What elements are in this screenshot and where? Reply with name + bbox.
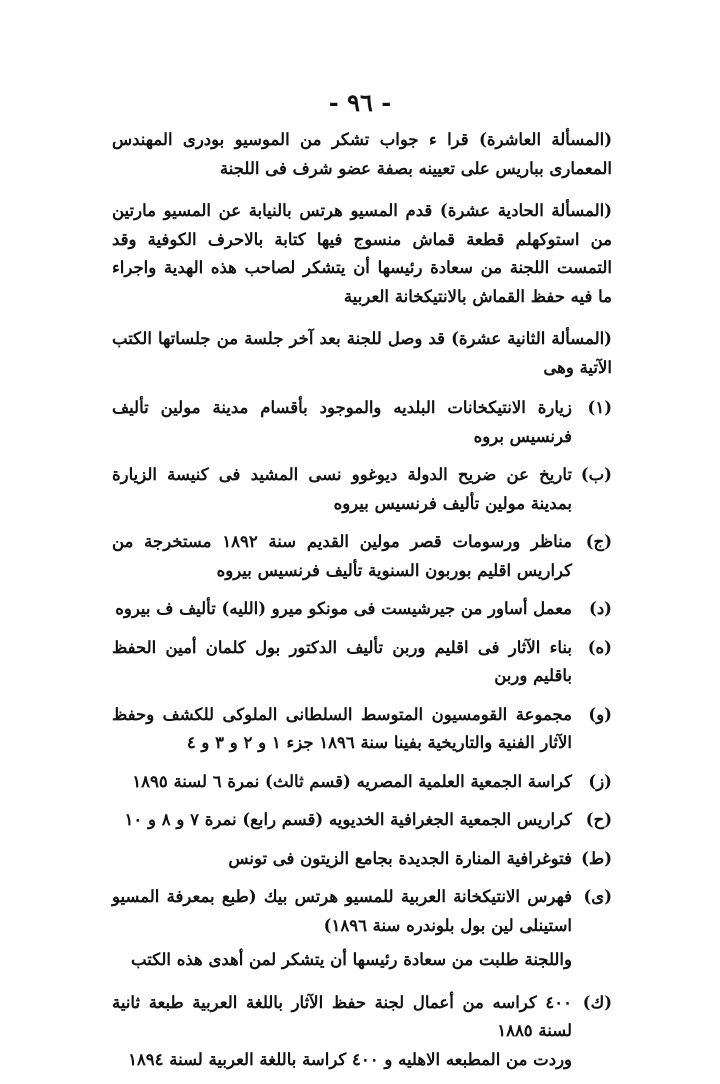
page-number: - ٩٦ - [328,88,392,117]
list-item-last [112,989,612,1075]
list-item-marker: (١) [587,398,612,417]
list-item-marker: (ك) [582,992,612,1012]
list-item-text: زيارة الانتيكخانات البلديه والموجود بأقسام مدينة مولين تأليف فرنسيس بروه [112,398,572,446]
list-item-marker: (ى) [583,887,612,906]
list-item [112,768,612,797]
list-item-text: مناظر ورسومات قصر مولين القديم سنة ١٨٩٢ مستخرجة من كراريس اقليم بوربون السنوية تأليف فرنسيس بيروه [112,532,572,580]
paragraph-question-12: (المسألة الثانية عشرة) قد وصل للجنة بعد آخر جلسة من جلساتها الكتب الآتية وهى [112,329,612,377]
list-item-marker: (ط) [581,848,612,868]
document-body [112,126,612,1084]
paragraph-question-10: (المسألة العاشرة) قرا ء جواب تشكر من الموسيو بودرى المهندس المعمارى بباريس على تعيينه بصفة عضو شرف فى اللجنة [112,130,612,178]
list-item-line: ٤٠٠ كراسه من أعمال لجنة حفظ الآثار باللغة العربية طبعة ثانية لسنة ١٨٨٥ [112,992,572,1040]
list-item-marker: (ه) [587,637,612,657]
list-item [112,701,612,758]
list-item-text: فتوغرافية المنارة الجديدة بجامع الزيتون فى تونس [228,848,572,868]
list-item-text: فهرس الانتيكخانة العربية للمسيو هرتس بيك (طبع بمعرفة المسيو استينلى لين بول بلوندره سنة ١٨٩٦) [112,887,572,935]
list-item [112,528,612,585]
list-item [112,845,612,874]
list-item-marker: (ز) [588,771,612,791]
list-item-marker: (ح) [585,810,612,829]
list-item-marker: (د) [589,599,612,618]
list-item [112,806,612,835]
paragraph-question-11: (المسألة الحادية عشرة) قدم المسيو هرتس بالنيابة عن المسيو مارتين من استوكهلم قطعة قماش منسوج فيها كتابة بالاحرف الكوفية وقد التمست اللجنة من سعادة رئيسها أن يتشكر لصاحب هذه الهدية واجراء ما فيه حفظ القماش بالانتيكخانة العربية [112,201,612,306]
list-item-line: وردت من المطبعه الاهليه و ٤٠٠ كراسة باللغة العربية لسنة ١٨٩٤ [128,1049,572,1069]
list-item-text: معمل أساور من جيرشيست فى مونكو ميرو (الليه) تأليف ف بيروه [115,599,572,618]
list-item-text: كراريس الجمعية الجغرافية الخديويه (قسم رابع) نمرة ٧ و ٨ و ١٠ [124,810,572,829]
list-item-text: مجموعة القومسيون المتوسط السلطانى الملوكى للكشف وحفظ الآثار الفنية والتاريخية بفينا سنة ١٨٩٦ جزء ١ و ٢ و ٣ و ٤ [112,704,572,752]
list-item-text: بناء الآثار فى اقليم وربن تأليف الدكتور بول كلمان أمين الحفظ باقليم وربن [112,637,572,685]
list-item [112,634,612,691]
list-item [112,883,612,940]
list-item-marker: (و) [588,704,612,724]
list-item-text: كراسة الجمعية العلمية المصريه (قسم ثالث) نمرة ٦ لسنة ١٨٩٥ [132,771,572,791]
list-item-marker: (ب) [580,465,612,484]
list-item-text: تاريخ عن ضريح الدولة ديوغوو نسى المشيد فى كنيسة الزيارة بمدينة مولين تأليف فرنسيس بيروه [112,465,572,513]
list-item-marker: (ج) [585,532,612,551]
list-item [112,394,612,451]
list-item [112,461,612,518]
list-item-text [112,989,572,1075]
list-item [112,595,612,624]
closing-note: واللجنة طلبت من سعادة رئيسها أن يتشكر لمن أهدى هذه الكتب [131,950,572,969]
